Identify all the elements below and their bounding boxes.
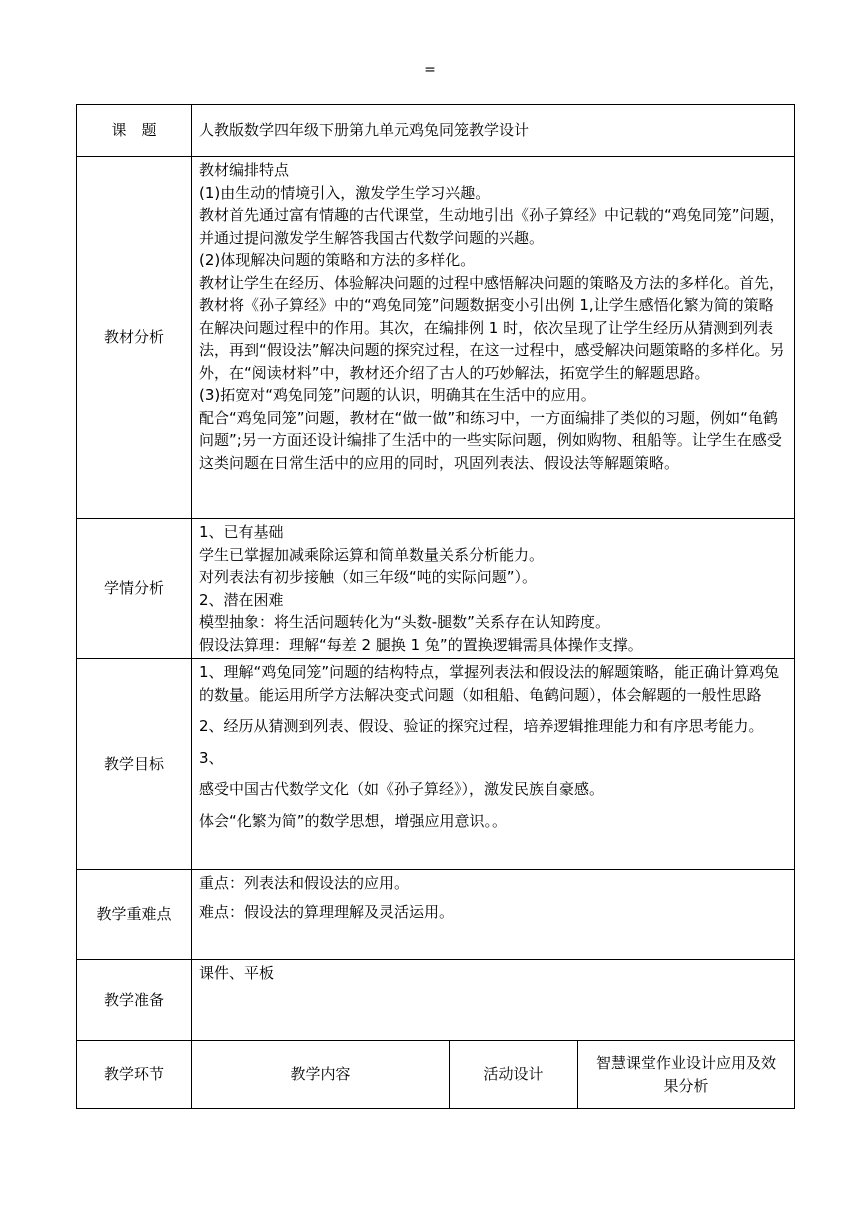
goal-line: 2、经历从猜测到列表、假设、验证的探究过程，培养逻辑推理能力和有序思考能力。 <box>199 717 764 735</box>
topic-row <box>77 105 795 157</box>
teaching-prep-label: 教学准备 <box>77 960 192 1041</box>
student-line: 学生已掌握加减乘除运算和简单数量关系分析能力。 <box>199 545 545 564</box>
key-points-row <box>77 870 795 960</box>
student-analysis-label: 学情分析 <box>77 519 192 659</box>
page-top-mark: = <box>424 62 436 78</box>
student-line: 2、潜在困难 <box>199 590 284 609</box>
teaching-goals-row <box>77 659 795 870</box>
teaching-prep-row <box>77 960 795 1041</box>
key-point-line: 难点：假设法的算理理解及灵活运用。 <box>199 902 455 921</box>
material-line: (2)体现解决问题的策略和方法的多样化。 <box>199 251 476 269</box>
material-line: 教材首先通过富有情趣的古代课堂，生动地引出《孙子算经》中记载的“鸡兔同笼”问题，并通过提问激发学生解答我国古代数学问题的兴趣。 <box>199 206 785 247</box>
teaching-goals-content <box>192 659 795 870</box>
student-line: 假设法算理：理解“每差 2 腿换 1 兔”的置换逻辑需具体操作支撑。 <box>199 635 643 654</box>
student-line: 对列表法有初步接触（如三年级“吨的实际问题”）。 <box>199 568 538 586</box>
goal-line: 1、理解“鸡兔同笼”问题的结构特点，掌握列表法和假设法的解题策略，能正确计算鸡兔的数量。能运用所学方法解决变式问题（如租船、龟鹤问题），体会解题的一般性思路 <box>199 663 780 704</box>
goal-line: 体会“化繁为简”的数学思想，增强应用意识。。 <box>199 811 508 830</box>
key-points-label: 教学重难点 <box>77 870 192 960</box>
student-analysis-content <box>192 519 795 659</box>
material-line: 教材编排特点 <box>199 161 290 179</box>
process-header-row <box>77 1041 795 1109</box>
teaching-goals-label: 教学目标 <box>77 659 192 870</box>
material-analysis-row <box>77 157 795 519</box>
material-analysis-content <box>192 157 795 519</box>
teaching-prep-value: 课件、平板 <box>192 960 795 1041</box>
header-stage: 教学环节 <box>77 1041 192 1109</box>
header-content: 教学内容 <box>192 1041 450 1109</box>
topic-value: 人教版数学四年级下册第九单元鸡兔同笼教学设计 <box>192 105 795 157</box>
student-line: 1、已有基础 <box>199 523 284 541</box>
lesson-plan-table <box>76 104 795 1109</box>
goal-line: 感受中国古代数学文化（如《孙子算经》），激发民族自豪感。 <box>199 780 605 798</box>
student-line: 模型抽象：将生活问题转化为“头数-腿数”关系存在认知跨度。 <box>199 613 610 631</box>
goal-line: 3、 <box>199 748 224 767</box>
material-line: (3)拓宽对“鸡兔同笼”问题的认识，明确其在生活中的应用。 <box>199 386 596 404</box>
material-line: 配合“鸡兔同笼”问题，教材在“做一做”和练习中，一方面编排了类似的习题，例如“龟鹤问题”;另一方面还设计编排了生活中的一些实际问题，例如购物、租船等。让学生在感受这类问题在日常生活中的应用的同时，巩固列表法、假设法等解题策略。 <box>199 408 782 472</box>
material-analysis-label: 教材分析 <box>77 157 192 519</box>
material-line: 教材让学生在经历、体验解决问题的过程中感悟解决问题的策略及方法的多样化。首先，教材将《孙子算经》中的“鸡兔同笼”问题数据变小引出例 1,让学生感悟化繁为简的策略在解决问题过程中的作用。其次，在编排例 1 时，依次呈现了让学生经历从猜测到列表法，再到“假设法”解决问题的探究过程，在这一过程中，感受解决问题策略的多样化。另外，在“阅读材料”中，教材还介绍了古人的巧妙解法，拓宽学生的解题思路。 <box>199 273 785 382</box>
student-analysis-row <box>77 519 795 659</box>
header-smart-classroom: 智慧课堂作业设计应用及效果分析 <box>578 1041 795 1109</box>
header-activity: 活动设计 <box>450 1041 578 1109</box>
material-line: (1)由生动的情境引入，激发学生学习兴趣。 <box>199 183 491 202</box>
key-points-content <box>192 870 795 960</box>
topic-label: 课 题 <box>77 105 192 157</box>
key-point-line: 重点：列表法和假设法的应用。 <box>199 874 410 892</box>
